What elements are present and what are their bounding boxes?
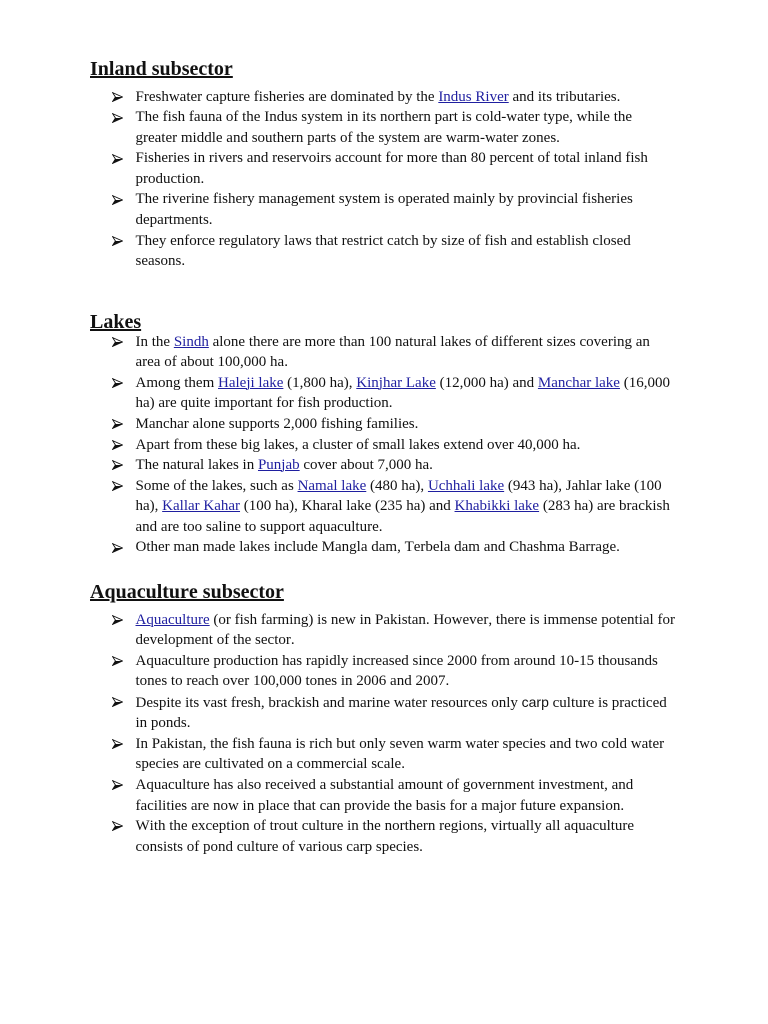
- arrow-bullet-icon: [112, 154, 123, 164]
- item-text: carp: [521, 693, 549, 710]
- bullet-item: [90, 651, 676, 692]
- arrow-bullet-icon: [112, 440, 123, 450]
- item-text: (480 ha),: [366, 477, 428, 494]
- arrow-bullet-icon: [112, 378, 123, 388]
- arrow-bullet-icon: [112, 113, 123, 123]
- arrow-bullet-icon: [112, 419, 123, 429]
- item-text: (100 ha), Kharal lake (235 ha) and: [240, 498, 455, 515]
- link-kallar-kahar[interactable]: Kallar Kahar: [162, 498, 241, 515]
- bullet-item: [90, 373, 676, 414]
- bullet-list: [90, 610, 676, 858]
- item-text: They enforce regulatory laws that restrict catch by size of fish and establish closed seasons.: [135, 232, 631, 270]
- bullet-item: [90, 537, 676, 558]
- item-text: Despite its vast fresh, brackish and marine water resources only: [135, 694, 522, 711]
- arrow-bullet-icon: [112, 739, 123, 749]
- bullet-list: [90, 332, 676, 558]
- item-text: The riverine fishery management system is operated mainly by provincial fisheries departments.: [135, 191, 633, 228]
- bullet-item: [90, 414, 676, 435]
- bullet-item: [90, 332, 676, 373]
- bullet-item: [90, 435, 676, 456]
- item-text: (12,000 ha) and: [435, 374, 538, 391]
- section-inland-subsector: [0, 59, 768, 272]
- bullet-item: [90, 775, 676, 816]
- item-text: (or fish farming) is new in Pakistan. However, there is immense potential for development of the sector.: [135, 611, 675, 649]
- heading-lakes: Lakes: [90, 310, 142, 333]
- link-namal-lake[interactable]: Namal lake: [297, 477, 367, 494]
- bullet-item: [90, 476, 676, 538]
- heading-inland-subsector: Inland subsector: [90, 57, 233, 80]
- item-text: cover about 7,000 ha.: [299, 457, 433, 474]
- item-text: In the: [135, 333, 174, 350]
- item-text: Aquaculture has also received a substantial amount of government investment, and facilities are now in place that can provide the basis for a major future expansion.: [135, 776, 634, 814]
- arrow-bullet-icon: [112, 780, 123, 790]
- item-text: and its tributaries.: [508, 88, 621, 105]
- arrow-bullet-icon: [112, 460, 123, 470]
- item-text: Manchar alone supports 2,000 fishing families.: [135, 415, 419, 432]
- section-aquaculture-subsector: [0, 582, 768, 857]
- item-text: With the exception of trout culture in the northern regions, virtually all aquaculture consists of pond culture of various carp species.: [135, 818, 635, 855]
- bullet-item: [90, 610, 676, 651]
- bullet-item: [90, 148, 676, 189]
- item-text: Freshwater capture fisheries are dominated by the: [135, 88, 439, 105]
- arrow-bullet-icon: [112, 697, 123, 707]
- bullet-list: [90, 87, 676, 272]
- item-text: alone there are more than 100 natural lakes of different sizes covering an area of about 100,000 ha.: [135, 333, 650, 371]
- arrow-bullet-icon: [112, 543, 123, 553]
- item-text: Among them: [135, 374, 218, 391]
- bullet-item: [90, 455, 676, 476]
- item-text: Aquaculture production has rapidly increased since 2000 from around 10-15 thousands tones to reach over 100,000 tones in 2006 and 2007.: [135, 652, 658, 690]
- link-khabikki-lake[interactable]: Khabikki lake: [454, 498, 540, 515]
- arrow-bullet-icon: [112, 656, 123, 666]
- bullet-item: [90, 87, 676, 108]
- bullet-item: [90, 189, 676, 230]
- item-text: (16,000 ha) are quite important for fish production.: [135, 374, 670, 412]
- link-uchhali-lake[interactable]: Uchhali lake: [427, 477, 505, 494]
- arrow-bullet-icon: [112, 821, 123, 831]
- link-punjab[interactable]: Punjab: [257, 457, 300, 474]
- item-text: The natural lakes in: [135, 457, 258, 474]
- link-haleji-lake[interactable]: Haleji lake: [218, 374, 284, 391]
- arrow-bullet-icon: [112, 195, 123, 205]
- section-lakes: [0, 312, 768, 558]
- link-manchar-lake[interactable]: Manchar lake: [537, 374, 620, 391]
- bullet-item: [90, 734, 676, 775]
- item-text: Other man made lakes include Mangla dam, Terbela dam and Chashma Barrage.: [135, 539, 620, 556]
- link-indus-river[interactable]: Indus River: [438, 88, 509, 105]
- bullet-item: [90, 692, 676, 734]
- item-text: Apart from these big lakes, a cluster of small lakes extend over 40,000 ha.: [135, 436, 581, 453]
- arrow-bullet-icon: [112, 337, 123, 347]
- bullet-item: [90, 816, 676, 857]
- item-text: (283 ha) are brackish and are too saline to support aquaculture.: [135, 498, 670, 535]
- bullet-item: [90, 231, 676, 272]
- link-kinjhar-lake[interactable]: Kinjhar Lake: [356, 374, 436, 391]
- item-text: Fisheries in rivers and reservoirs account for more than 80 percent of total inland fish production.: [135, 150, 648, 187]
- arrow-bullet-icon: [112, 92, 123, 102]
- item-text: (1,800 ha),: [283, 374, 357, 391]
- link-sindh[interactable]: Sindh: [173, 333, 209, 350]
- heading-aquaculture-subsector: Aquaculture subsector: [90, 580, 284, 603]
- bullet-item: [90, 107, 676, 148]
- link-aquaculture[interactable]: Aquaculture: [135, 611, 210, 628]
- item-text: culture is practiced in ponds.: [135, 694, 667, 732]
- item-text: (943 ha), Jahlar lake (100 ha),: [135, 477, 662, 515]
- item-text: The fish fauna of the Indus system in its northern part is cold-water type, while the greater middle and southern parts of the system are warm-water zones.: [135, 109, 633, 146]
- arrow-bullet-icon: [112, 236, 123, 246]
- arrow-bullet-icon: [112, 615, 123, 625]
- arrow-bullet-icon: [112, 481, 123, 491]
- item-text: Some of the lakes, such as: [135, 477, 298, 494]
- item-text: In Pakistan, the fish fauna is rich but only seven warm water species and two cold water species are cultivated on a commercial scale.: [135, 735, 665, 773]
